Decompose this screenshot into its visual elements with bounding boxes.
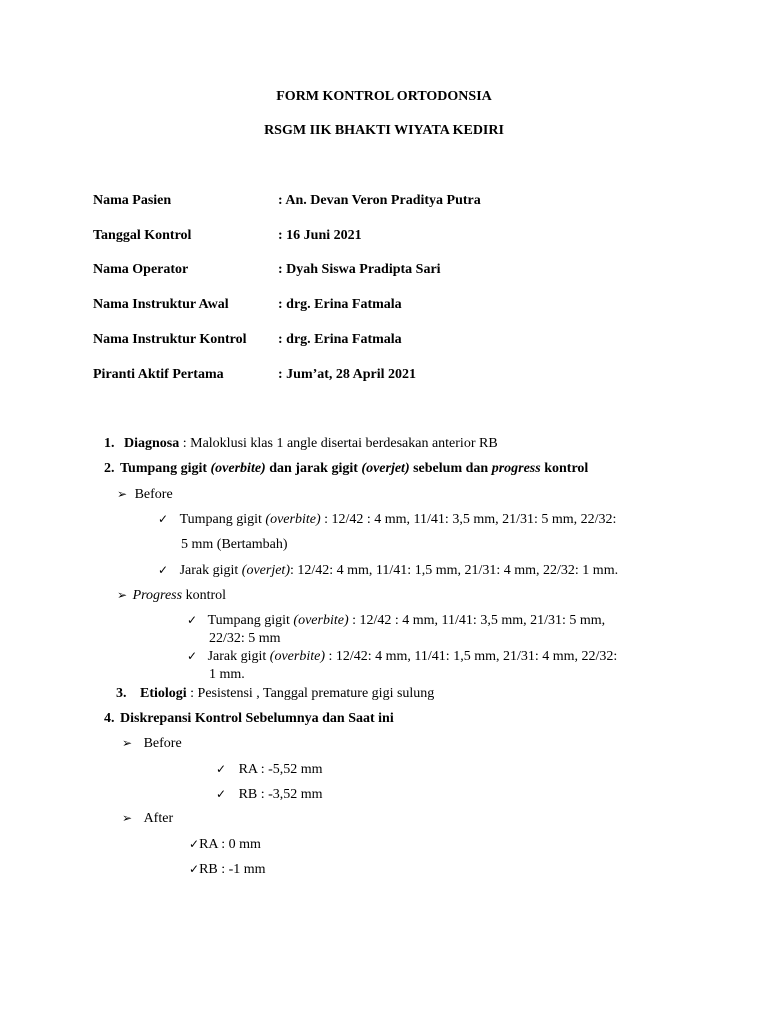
- after-ra-item: [189, 837, 261, 853]
- item-text: : 12/42: 4 mm, 11/41: 1,5 mm, 21/31: 4 mm, 22/32: 1 mm.: [289, 563, 619, 578]
- before-rb-item: [216, 787, 323, 803]
- item-text: RA : -5,52 mm: [238, 762, 323, 777]
- section-text: : Pesistensi , Tanggal premature gigi sulung: [186, 686, 435, 701]
- info-label-nama-operator: Nama Operator: [93, 262, 189, 277]
- section-title-part: kontrol: [540, 461, 589, 476]
- check-bullet-icon: ✓: [187, 613, 198, 627]
- after-rb-item: [189, 862, 266, 878]
- check-bullet-icon: ✓: [187, 649, 198, 663]
- item-text: : 12/42 : 4 mm, 11/41: 3,5 mm, 21/31: 5 mm, 22/32:: [320, 512, 617, 527]
- section-number: 2.: [104, 461, 115, 476]
- progress-overbite-item-cont: 22/32: 5 mm: [209, 631, 281, 646]
- section-title-part: (overjet): [361, 461, 410, 476]
- form-title: FORM KONTROL ORTODONSIA: [276, 89, 492, 104]
- section-diagnosa: [104, 436, 498, 452]
- discrepancy-before-subheading: [122, 736, 182, 752]
- item-text: (overbite): [293, 613, 349, 628]
- section-title: Etiologi: [140, 686, 187, 701]
- form-subtitle: RSGM IIK BHAKTI WIYATA KEDIRI: [264, 123, 504, 138]
- item-text: (overbite): [265, 512, 321, 527]
- info-label-piranti-aktif: Piranti Aktif Pertama: [93, 367, 224, 382]
- progress-subheading: [117, 588, 226, 604]
- before-subheading: [117, 487, 173, 503]
- info-value-instruktur-kontrol: : drg. Erina Fatmala: [278, 332, 402, 347]
- check-bullet-icon: ✓: [189, 837, 200, 851]
- discrepancy-after-subheading: [122, 811, 173, 827]
- subheading-label: kontrol: [182, 588, 227, 603]
- section-title-part: sebelum dan: [409, 461, 492, 476]
- section-title: Diagnosa: [124, 436, 180, 451]
- check-bullet-icon: ✓: [158, 512, 169, 526]
- item-text: Tumpang gigit: [207, 613, 294, 628]
- section-text: : Maloklusi klas 1 angle disertai berdesakan anterior RB: [179, 436, 498, 451]
- before-overbite-item: [158, 512, 616, 528]
- section-title-part: (overbite): [210, 461, 266, 476]
- check-bullet-icon: ✓: [216, 787, 227, 801]
- before-overjet-item: [158, 563, 618, 579]
- before-overbite-item-cont: 5 mm (Bertambah): [181, 537, 288, 552]
- item-text: (overbite): [269, 649, 325, 664]
- item-text: Jarak gigit: [207, 649, 270, 664]
- section-number: 3.: [116, 686, 127, 701]
- info-value-piranti-aktif: : Jum’at, 28 April 2021: [278, 367, 417, 382]
- arrow-bullet-icon: ➢: [117, 487, 128, 501]
- check-bullet-icon: ✓: [216, 762, 227, 776]
- item-text: RB : -3,52 mm: [238, 787, 323, 802]
- item-text: (overjet): [241, 563, 290, 578]
- subheading-label: After: [143, 811, 174, 826]
- arrow-bullet-icon: ➢: [122, 736, 133, 750]
- item-text: Tumpang gigit: [179, 512, 266, 527]
- before-ra-item: [216, 762, 323, 778]
- section-title-part: dan jarak gigit: [265, 461, 362, 476]
- section-number: 4.: [104, 711, 115, 726]
- info-label-nama-pasien: Nama Pasien: [93, 193, 172, 208]
- info-value-nama-pasien: : An. Devan Veron Praditya Putra: [278, 193, 481, 208]
- info-label-tanggal-kontrol: Tanggal Kontrol: [93, 228, 192, 243]
- item-text: RB : -1 mm: [199, 862, 266, 877]
- check-bullet-icon: ✓: [158, 563, 169, 577]
- section-overbite-overjet: [104, 461, 588, 477]
- section-title-part: Tumpang gigit: [120, 461, 211, 476]
- item-text: Jarak gigit: [179, 563, 242, 578]
- item-text: : 12/42 : 4 mm, 11/41: 3,5 mm, 21/31: 5 mm,: [348, 613, 606, 628]
- arrow-bullet-icon: ➢: [122, 811, 133, 825]
- progress-overjet-item: [187, 649, 617, 665]
- section-title: Diskrepansi Kontrol Sebelumnya dan Saat ini: [120, 711, 394, 726]
- item-text: : 12/42: 4 mm, 11/41: 1,5 mm, 21/31: 4 mm, 22/32:: [324, 649, 618, 664]
- check-bullet-icon: ✓: [189, 862, 200, 876]
- section-diskrepansi: [104, 711, 394, 727]
- section-number: 1.: [104, 436, 115, 451]
- progress-overjet-item-cont: 1 mm.: [209, 667, 245, 682]
- info-label-instruktur-awal: Nama Instruktur Awal: [93, 297, 229, 312]
- info-value-tanggal-kontrol: : 16 Juni 2021: [278, 228, 362, 243]
- info-label-instruktur-kontrol: Nama Instruktur Kontrol: [93, 332, 247, 347]
- info-value-nama-operator: : Dyah Siswa Pradipta Sari: [278, 262, 441, 277]
- section-etiologi: [116, 686, 434, 702]
- item-text: RA : 0 mm: [199, 837, 261, 852]
- info-value-instruktur-awal: : drg. Erina Fatmala: [278, 297, 402, 312]
- subheading-label: Progress: [132, 588, 183, 603]
- arrow-bullet-icon: ➢: [117, 588, 128, 602]
- progress-overbite-item: [187, 613, 605, 629]
- subheading-label: Before: [134, 487, 173, 502]
- section-title-part: progress: [491, 461, 541, 476]
- subheading-label: Before: [143, 736, 182, 751]
